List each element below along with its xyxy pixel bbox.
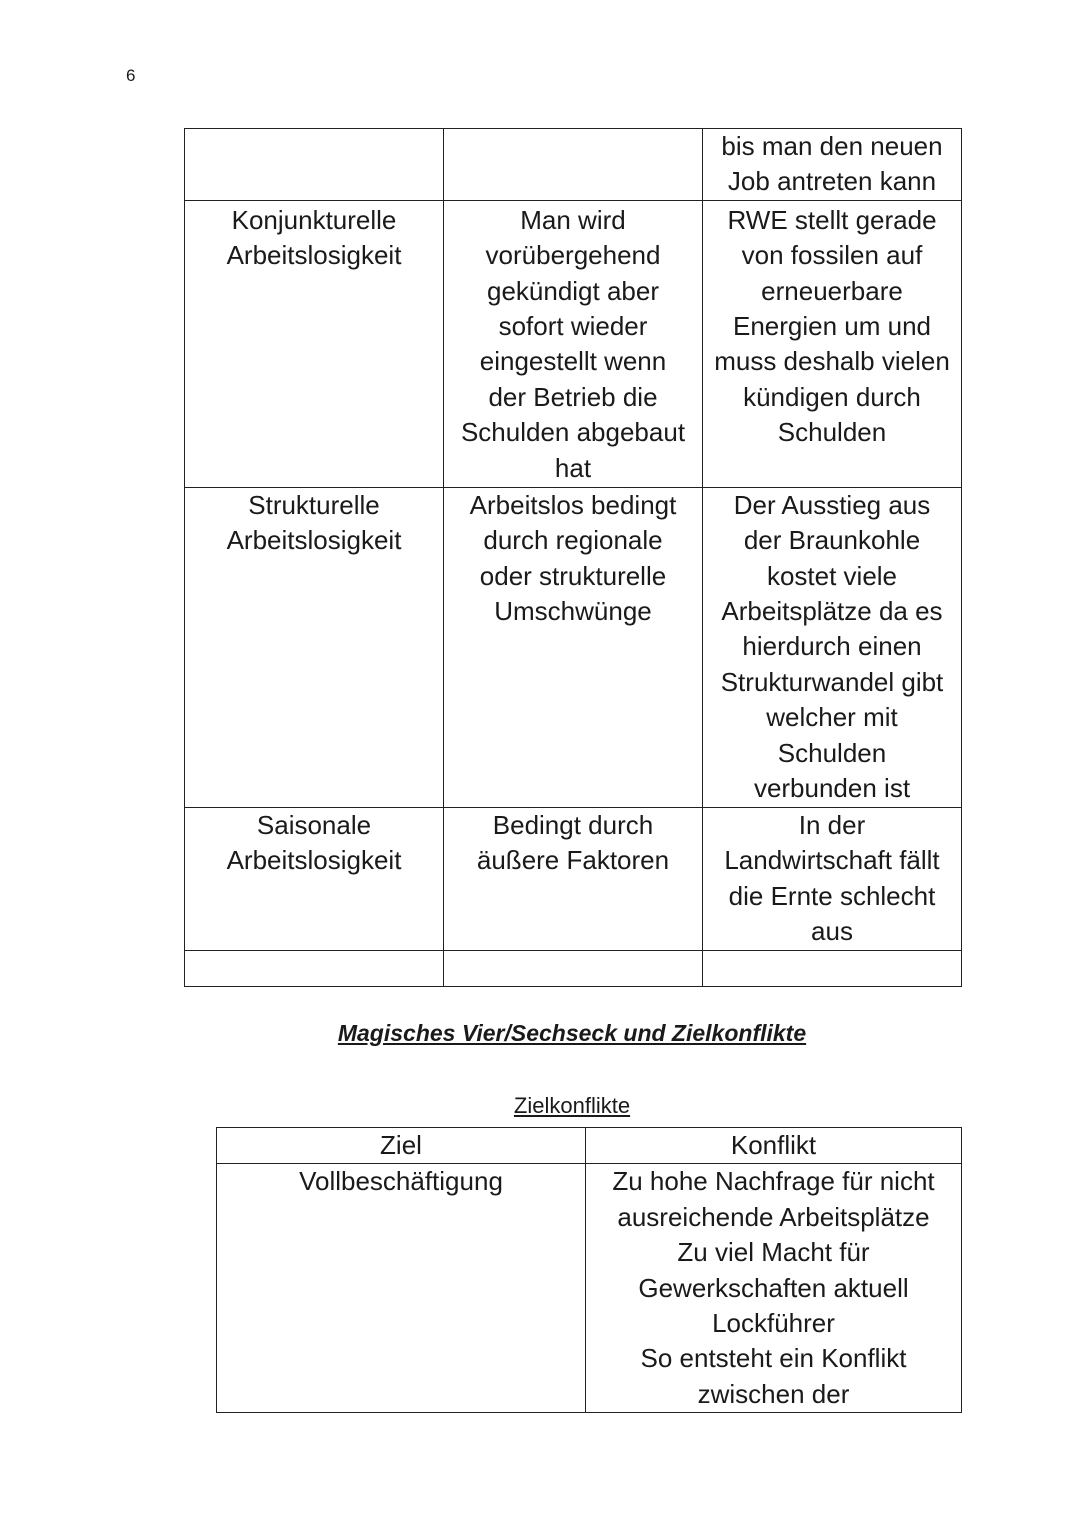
table-row: [185, 950, 962, 986]
page-number: 6: [126, 66, 136, 85]
table-row: [185, 807, 962, 950]
definition-cell: [444, 129, 703, 201]
example-cell: In der Landwirtschaft fällt die Ernte schlecht aus: [703, 807, 962, 950]
definition-cell: Arbeitslos bedingt durch regionale oder strukturelle Umschwünge: [444, 487, 703, 807]
table-row: [217, 1164, 962, 1413]
table-row: [185, 487, 962, 807]
example-cell: bis man den neuen Job antreten kann: [703, 129, 962, 201]
type-cell: Strukturelle Arbeitslosigkeit: [185, 487, 444, 807]
type-cell: Saisonale Arbeitslosigkeit: [185, 807, 444, 950]
unemployment-types-table: [184, 128, 962, 987]
goal-cell: Vollbeschäftigung: [217, 1164, 586, 1413]
type-cell: [185, 129, 444, 201]
table-row: [185, 200, 962, 487]
goal-conflicts-table: [216, 1127, 962, 1413]
conflicts-caption: Zielkonflikte: [513, 1093, 631, 1118]
type-cell: Konjunkturelle Arbeitslosigkeit: [185, 200, 444, 487]
type-cell: [185, 950, 444, 986]
section-heading: Magisches Vier/Sechseck und Zielkonflikte: [337, 1020, 807, 1046]
definition-cell: Bedingt durch äußere Faktoren: [444, 807, 703, 950]
table-header-row: [217, 1128, 962, 1164]
example-cell: [703, 950, 962, 986]
table-row: [185, 129, 962, 201]
conflict-cell: Zu hohe Nachfrage für nicht ausreichende Arbeitsplätze Zu viel Macht für Gewerkschaften aktuell Lockführer So entsteht ein Konflikt zwischen der: [586, 1164, 962, 1413]
conflict-header: Konflikt: [586, 1128, 962, 1164]
definition-cell: [444, 950, 703, 986]
example-cell: RWE stellt gerade von fossilen auf erneuerbare Energien um und muss deshalb vielen kündigen durch Schulden: [703, 200, 962, 487]
example-cell: Der Ausstieg aus der Braunkohle kostet viele Arbeitsplätze da es hierdurch einen Strukturwandel gibt welcher mit Schulden verbunden ist: [703, 487, 962, 807]
goal-header: Ziel: [217, 1128, 586, 1164]
definition-cell: Man wird vorübergehend gekündigt aber sofort wieder eingestellt wenn der Betrieb die Schulden abgebaut hat: [444, 200, 703, 487]
